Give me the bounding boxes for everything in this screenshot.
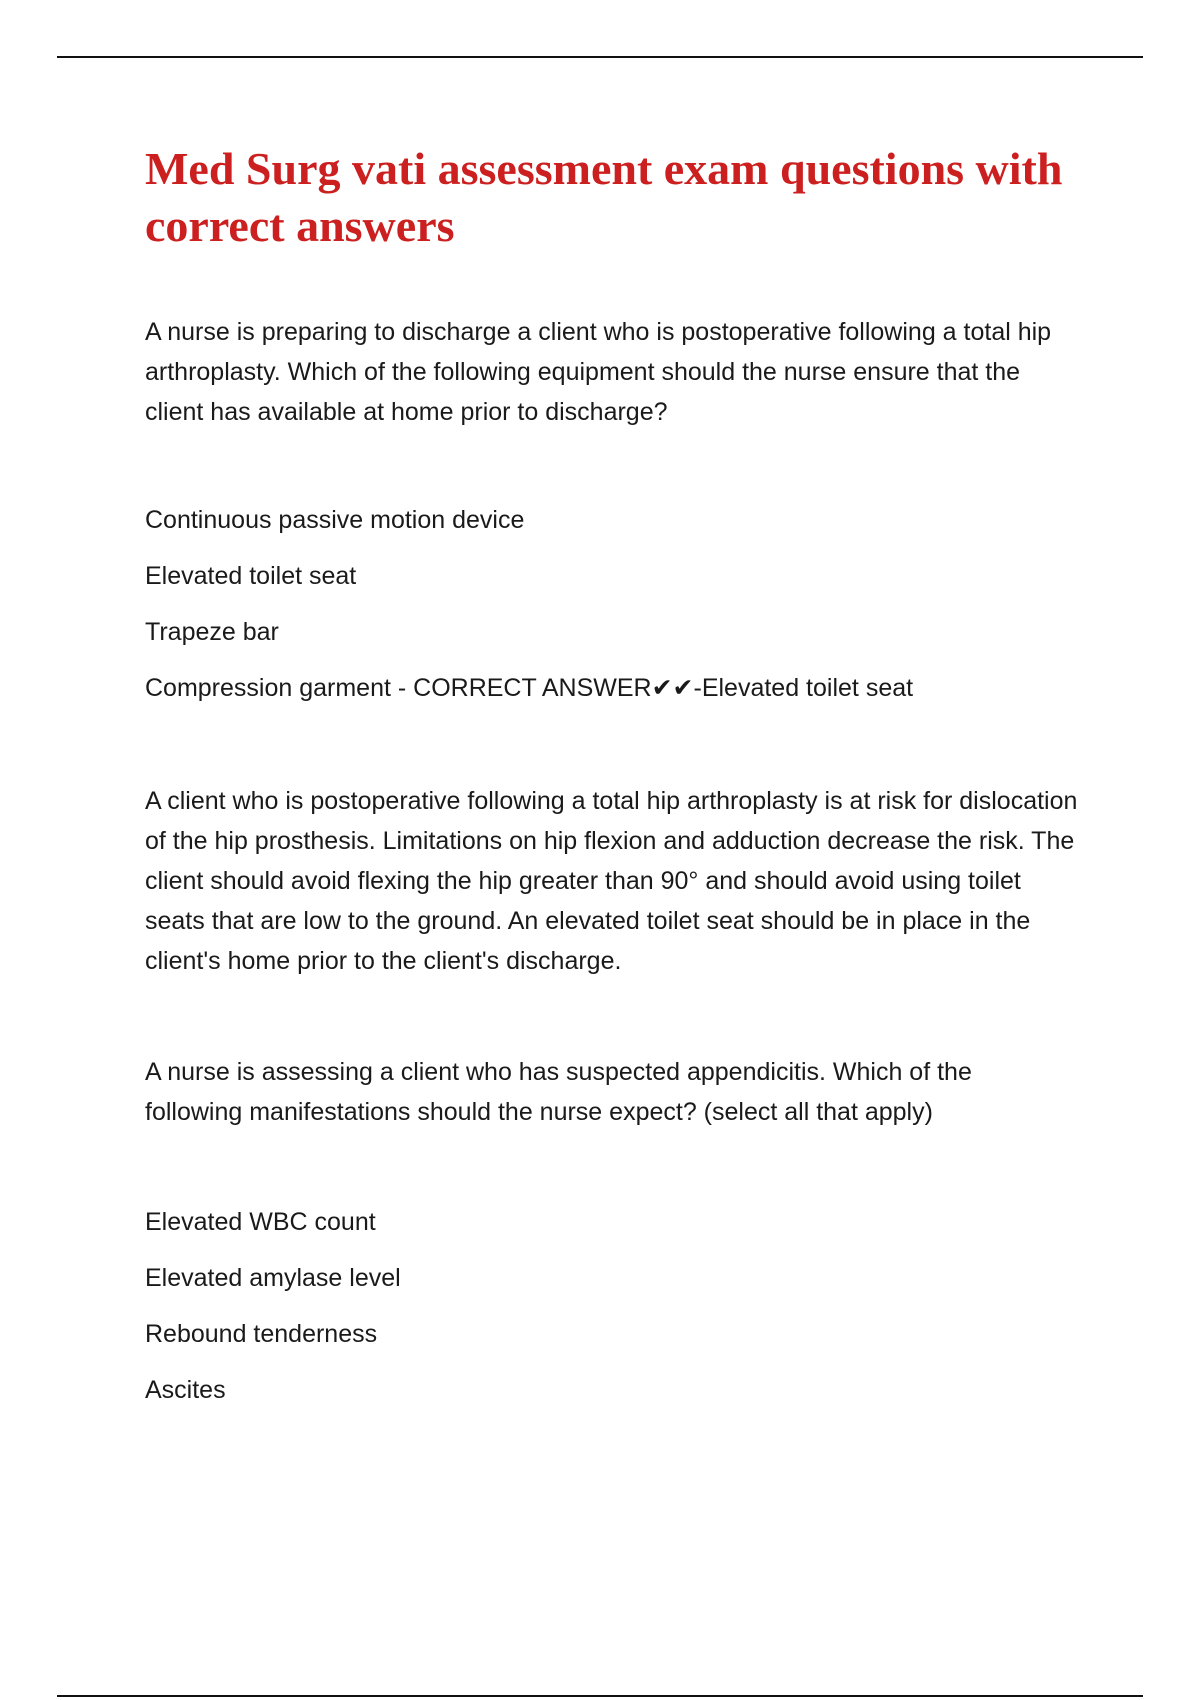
question-1-option-with-answer: Compression garment - CORRECT ANSWER✔✔-Elevated toilet seat [145, 674, 914, 702]
question-1-option: Trapeze bar [145, 618, 279, 646]
question-2-option: Elevated amylase level [145, 1264, 401, 1292]
question-2-option: Elevated WBC count [145, 1208, 376, 1236]
footer-rule [57, 1695, 1143, 1697]
document-title: Med Surg vati assessment exam questions with correct answers [145, 143, 1063, 251]
question-1-prompt: A nurse is preparing to discharge a client who is postoperative following a total hip arthroplasty. Which of the following equipment should the nurse ensure that the client has available at home prior to discharge? [145, 318, 1052, 426]
question-1-option: Continuous passive motion device [145, 506, 525, 534]
question-1-option: Elevated toilet seat [145, 562, 357, 590]
question-2-options [145, 1202, 401, 1426]
question-2-option: Rebound tenderness [145, 1320, 378, 1348]
document-body [145, 140, 1085, 1404]
question-2-option: Ascites [145, 1376, 226, 1404]
question-2-prompt: A nurse is assessing a client who has suspected appendicitis. Which of the following manifestations should the nurse expect? (select all that apply) [145, 1058, 972, 1126]
header-rule [57, 56, 1143, 58]
question-1-rationale: A client who is postoperative following a total hip arthroplasty is at risk for dislocation of the hip prosthesis. Limitations on hip flexion and adduction decrease the risk. The client should avoid flexing the hip greater than 90° and should avoid using toilet seats that are low to the ground. An elevated toilet seat should be in place in the client's home prior to the client's discharge. [145, 787, 1078, 975]
question-1-options [145, 500, 913, 724]
